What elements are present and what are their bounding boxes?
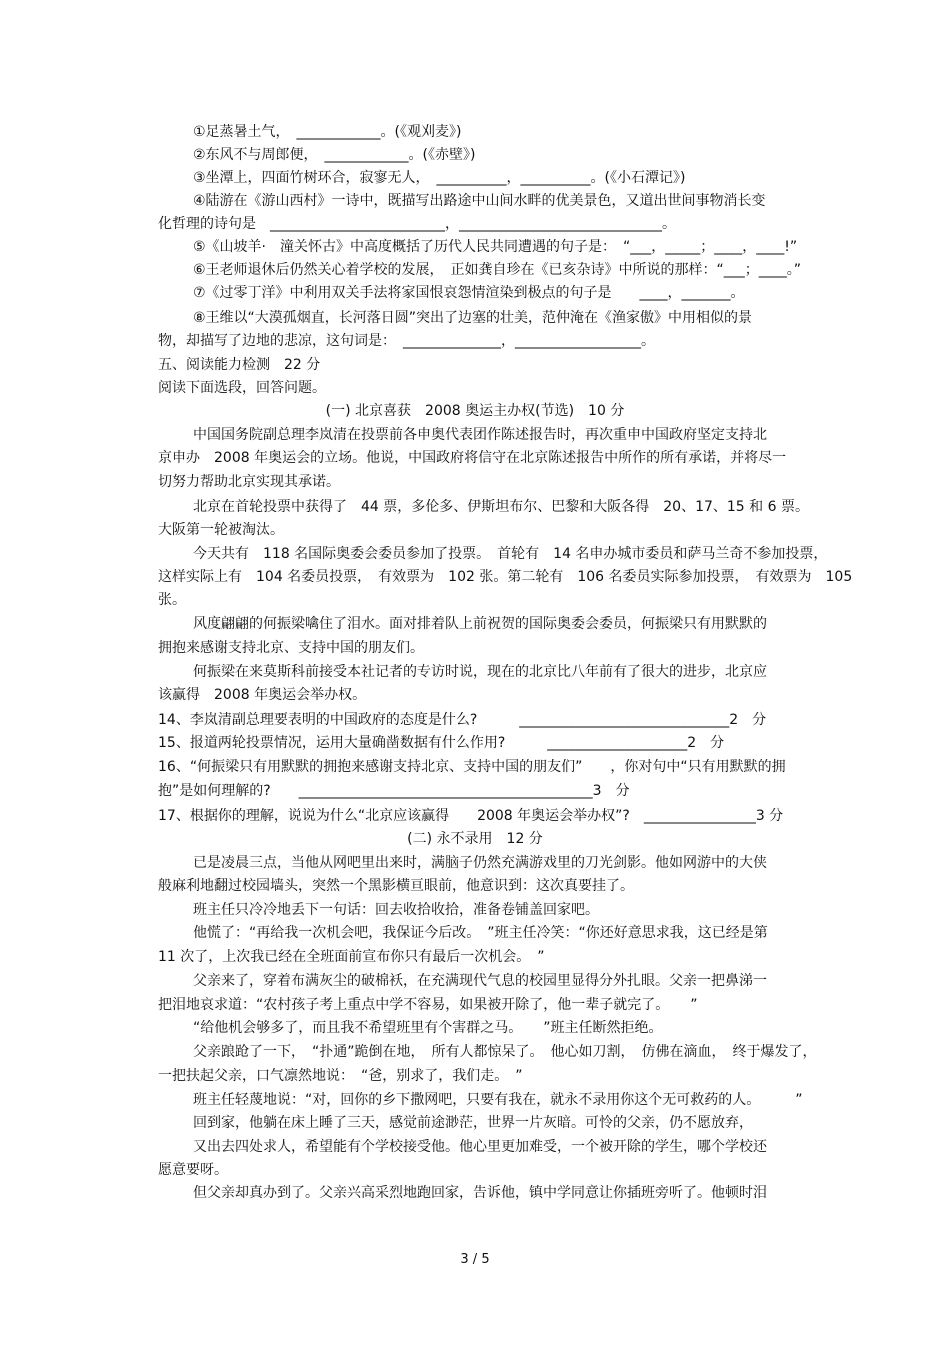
text-line: 北京在首轮投票中获得了 44 票，多伦多、伊斯坦布尔、巴黎和大阪各得 20、17、15 和 6 票。 bbox=[193, 499, 809, 515]
text-line: ⑥王老师退休后仍然关心着学校的发展， 正如龚自珍在《已亥杂诗》中所说的那样：“___；____。” bbox=[193, 262, 802, 278]
text-line: ③坐潭上，四面竹树环合，寂寥无人， __________，__________。(《小石潭记》) bbox=[193, 170, 686, 186]
text-line: 11 次了，上次我已经在全班面前宣布你只有最后一次机会。 ” bbox=[158, 949, 545, 965]
text-line: 张。 bbox=[158, 592, 186, 608]
text-line: 班主任轻蔑地说：“对，回你的乡下撒网吧，只要有我在，就永不录用你这个无可救药的人。 ” bbox=[193, 1092, 803, 1108]
text-line: ④陆游在《游山西村》一诗中，既描写出路途中山间水畔的优美景色，又道出世间事物消长变 bbox=[193, 193, 766, 209]
text-line: 17、根据你的理解，说说为什么“北京应该赢得 2008 年奥运会举办权”? ________________3 分 bbox=[158, 808, 784, 824]
text-line: 把泪地哀求道：“农村孩子考上重点中学不容易，如果被开除了，他一辈子就完了。 ” bbox=[158, 997, 698, 1013]
text-line: 中国国务院副总理李岚清在投票前各申奥代表团作陈述报告时，再次重申中国政府坚定支持北 bbox=[193, 427, 767, 443]
text-line: 何振梁在来莫斯科前接受本社记者的专访时说，现在的北京比八年前有了很大的进步，北京应 bbox=[193, 664, 767, 680]
text-line: 该赢得 2008 年奥运会举办权。 bbox=[158, 687, 367, 703]
text-line: 父亲踉跄了一下， “扑通”跪倒在地， 所有人都惊呆了。 他心如刀割， 仿佛在滴血， 终于爆发了， bbox=[193, 1044, 817, 1060]
text-line: 又出去四处求人，希望能有个学校接受他。他心里更加难受，一个被开除的学生，哪个学校还 bbox=[193, 1139, 767, 1155]
text-line: 但父亲却真办到了。父亲兴高采烈地跑回家，告诉他，镇中学同意让你插班旁听了。他顿时泪 bbox=[193, 1185, 767, 1201]
text-line: 物，却描写了边地的悲凉，这句词是： ______________，__________________。 bbox=[158, 333, 655, 349]
text-line: 阅读下面选段，回答问题。 bbox=[158, 380, 326, 396]
text-line: ⑦《过零丁洋》中利用双关手法将家国恨哀怨情渲染到极点的句子是 ____，_______。 bbox=[193, 285, 745, 301]
text-line: 这样实际上有 104 名委员投票， 有效票为 102 张。第二轮有 106 名委员实际参加投票， 有效票为 105 bbox=[158, 569, 853, 585]
text-line: 一把扶起父亲，口气凛然地说： “爸，别求了，我们走。 ” bbox=[158, 1068, 523, 1084]
text-line: 大阪第一轮被淘汰。 bbox=[158, 522, 284, 538]
text-line: 抱”是如何理解的? __________________________________________3 分 bbox=[158, 783, 630, 799]
text-line: ①足蒸暑土气， ____________。(《观刈麦》) bbox=[193, 124, 462, 140]
text-line: 风度翩翩的何振梁噙住了泪水。面对排着队上前祝贺的国际奥委会委员，何振梁只有用默默的 bbox=[193, 616, 767, 632]
text-line: ⑧王维以“大漠孤烟直，长河落日圆”突出了边塞的壮美，范仲淹在《渔家傲》中用相似的景 bbox=[193, 310, 753, 326]
text-line: (一) 北京喜获 2008 奥运主办权(节选) 10 分 bbox=[325, 403, 625, 419]
text-line: 16、“何振梁只有用默默的拥抱来感谢支持北京、支持中国的朋友们” ，你对句中“只有用默默的拥 bbox=[158, 759, 786, 775]
text-line: 般麻利地翻过校园墙头，突然一个黑影横亘眼前，他意识到：这次真要挂了。 bbox=[158, 878, 634, 894]
text-line: 回到家，他躺在床上睡了三天，感觉前途渺茫，世界一片灰暗。可怜的父亲，仍不愿放弃， bbox=[193, 1115, 753, 1131]
text-line: “给他机会够多了，而且我不希望班里有个害群之马。 ”班主任断然拒绝。 bbox=[193, 1020, 663, 1036]
text-line: 今天共有 118 名国际奥委会委员参加了投票。 首轮有 14 名申办城市委员和萨马兰奇不参加投票， bbox=[193, 546, 828, 562]
text-line: 父亲来了，穿着布满灰尘的破棉袄，在充满现代气息的校园里显得分外扎眼。父亲一把鼻涕一 bbox=[193, 973, 767, 989]
text-line: 切努力帮助北京实现其承诺。 bbox=[158, 474, 340, 490]
text-line: 五、阅读能力检测 22 分 bbox=[158, 357, 321, 373]
text-line: 拥抱来感谢支持北京、支持中国的朋友们。 bbox=[158, 640, 424, 656]
text-line: 15、报道两轮投票情况，运用大量确凿数据有什么作用? ____________________2 分 bbox=[158, 735, 725, 751]
text-line: (二) 永不录用 12 分 bbox=[407, 831, 543, 847]
text-line: 班主任只冷冷地丢下一句话：回去收拾收拾，准备卷铺盖回家吧。 bbox=[193, 902, 599, 918]
text-line: 14、李岚清副总理要表明的中国政府的态度是什么? ______________________________2 分 bbox=[158, 712, 767, 728]
text-line: 化哲理的诗句是 _________________________，_____________________________。 bbox=[158, 216, 676, 232]
text-line: ⑤《山坡羊· 潼关怀古》中高度概括了历代人民共同遭遇的句子是： “___，_____；____，____!” bbox=[193, 239, 798, 255]
page-number: 3 / 5 bbox=[460, 1252, 490, 1267]
text-line: 愿意要呀。 bbox=[158, 1162, 228, 1178]
text-line: 他慌了：“再给我一次机会吧，我保证今后改。 ”班主任冷笑：“你还好意思求我，这已经是第 bbox=[193, 925, 768, 941]
text-line: ②东风不与周郎便， ____________。(《赤壁》) bbox=[193, 147, 476, 163]
text-line: 已是凌晨三点，当他从网吧里出来时，满脑子仍然充满游戏里的刀光剑影。他如网游中的大侠 bbox=[193, 855, 767, 871]
text-line: 京申办 2008 年奥运会的立场。他说，中国政府将信守在北京陈述报告中所作的所有承诺，并将尽一 bbox=[158, 450, 787, 466]
